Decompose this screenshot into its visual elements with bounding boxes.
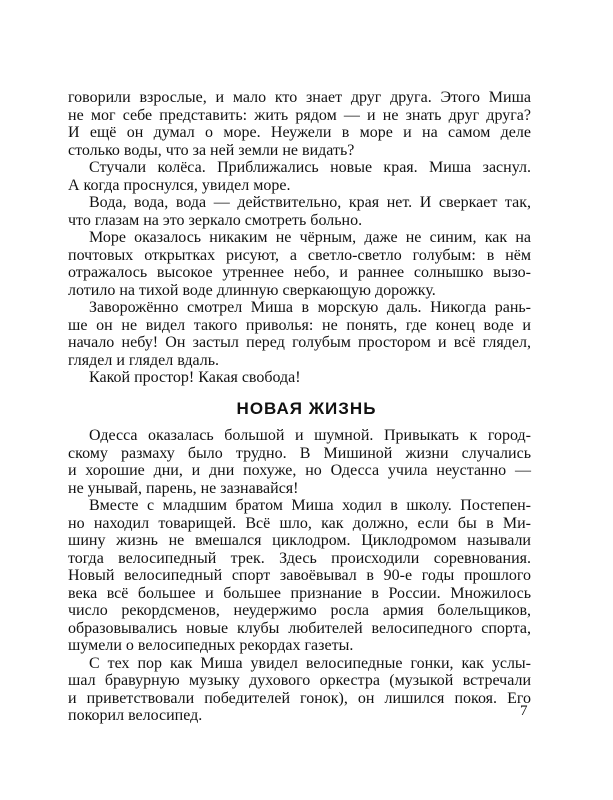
text-line: ше он не видел такого приволья: не понять, где конец воде и <box>68 316 531 334</box>
text-line: Море оказалось никаким не чёрным, даже не синим, как на <box>89 229 531 246</box>
text-line: А когда проснулся, увидел море. <box>68 176 291 194</box>
text-line: шину жизнь не вмешался циклодром. Циклодромом называли <box>68 532 531 549</box>
text-line: Новый велосипедный спорт завоёвывал в 90-е годы прошлого <box>68 567 531 584</box>
text-line: века всё большее и большее признание в России. Множилось <box>68 584 531 602</box>
text-line: шал бравурную музыку духового оркестра (музыкой встречали <box>68 672 531 689</box>
page-number: 7 <box>520 703 528 719</box>
text-line: столько воды, что за ней земли не видать? <box>68 141 355 159</box>
text-line: и хорошие дни, и дни похуже, но Одесса учила неустанно — <box>68 462 531 479</box>
section-2-text <box>68 427 531 725</box>
text-line: не унывай, парень, не зазнавайся! <box>68 479 299 497</box>
text-line: скому размаху было трудно. В Мишиной жизни случались <box>68 444 531 462</box>
section-heading: НОВАЯ ЖИЗНЬ <box>236 399 377 418</box>
text-line: С тех пор как Миша увидел велосипедные гонки, как услы- <box>89 654 531 672</box>
text-line: и приветствовали победителей гонок), он лишился покоя. Его <box>68 689 531 707</box>
text-line: глядел и глядел вдаль. <box>68 351 220 369</box>
text-line: образовывались новые клубы любителей велосипедного спорта, <box>68 619 531 637</box>
text-line: Вместе с младшим братом Миша ходил в школу. Постепен- <box>89 497 531 514</box>
text-line: почтовых открытках рисуют, а светло-светло голубым: в нём <box>68 246 531 264</box>
text-line: но находил товарищей. Всё шло, как должно, если бы в Ми- <box>68 514 531 532</box>
section-1-text <box>68 89 531 387</box>
text-line: начало небу! Он застыл перед голубым простором и всё глядел, <box>68 334 531 351</box>
text-line: число рекордсменов, неудержимо росла армия болельщиков, <box>68 602 531 619</box>
text-line: отражалось высокое утреннее небо, и раннее солнышко вызо- <box>68 264 531 281</box>
text-line: Стучали колёса. Приближались новые края. Миша заснул. <box>89 159 531 176</box>
text-line: Вода, вода, вода — действительно, края нет. И сверкает так, <box>89 194 531 211</box>
text-line: не мог себе представить: жить рядом — и не знать друг друга? <box>68 106 531 124</box>
text-line: лотило на тихой воде длинную сверкающую дорожку. <box>68 281 436 299</box>
text-line: что глазам на это зеркало смотреть больно. <box>68 211 363 229</box>
text-line: Одесса оказалась большой и шумной. Привыкать к город- <box>89 427 531 444</box>
text-line: покорил велосипед. <box>68 707 203 724</box>
text-line: Какой простор! Какая свобода! <box>89 369 301 386</box>
text-line: И ещё он думал о море. Неужели в море и на самом деле <box>68 124 531 141</box>
text-line: шумели о велосипедных рекордах газеты. <box>68 637 354 654</box>
text-line: тогда велосипедный трек. Здесь происходили соревнования. <box>68 549 531 567</box>
text-line: говорили взрослые, и мало кто знает друг друга. Этого Миша <box>68 89 531 106</box>
text-line: Заворожённо смотрел Миша в морскую даль. Никогда рань- <box>89 299 531 316</box>
